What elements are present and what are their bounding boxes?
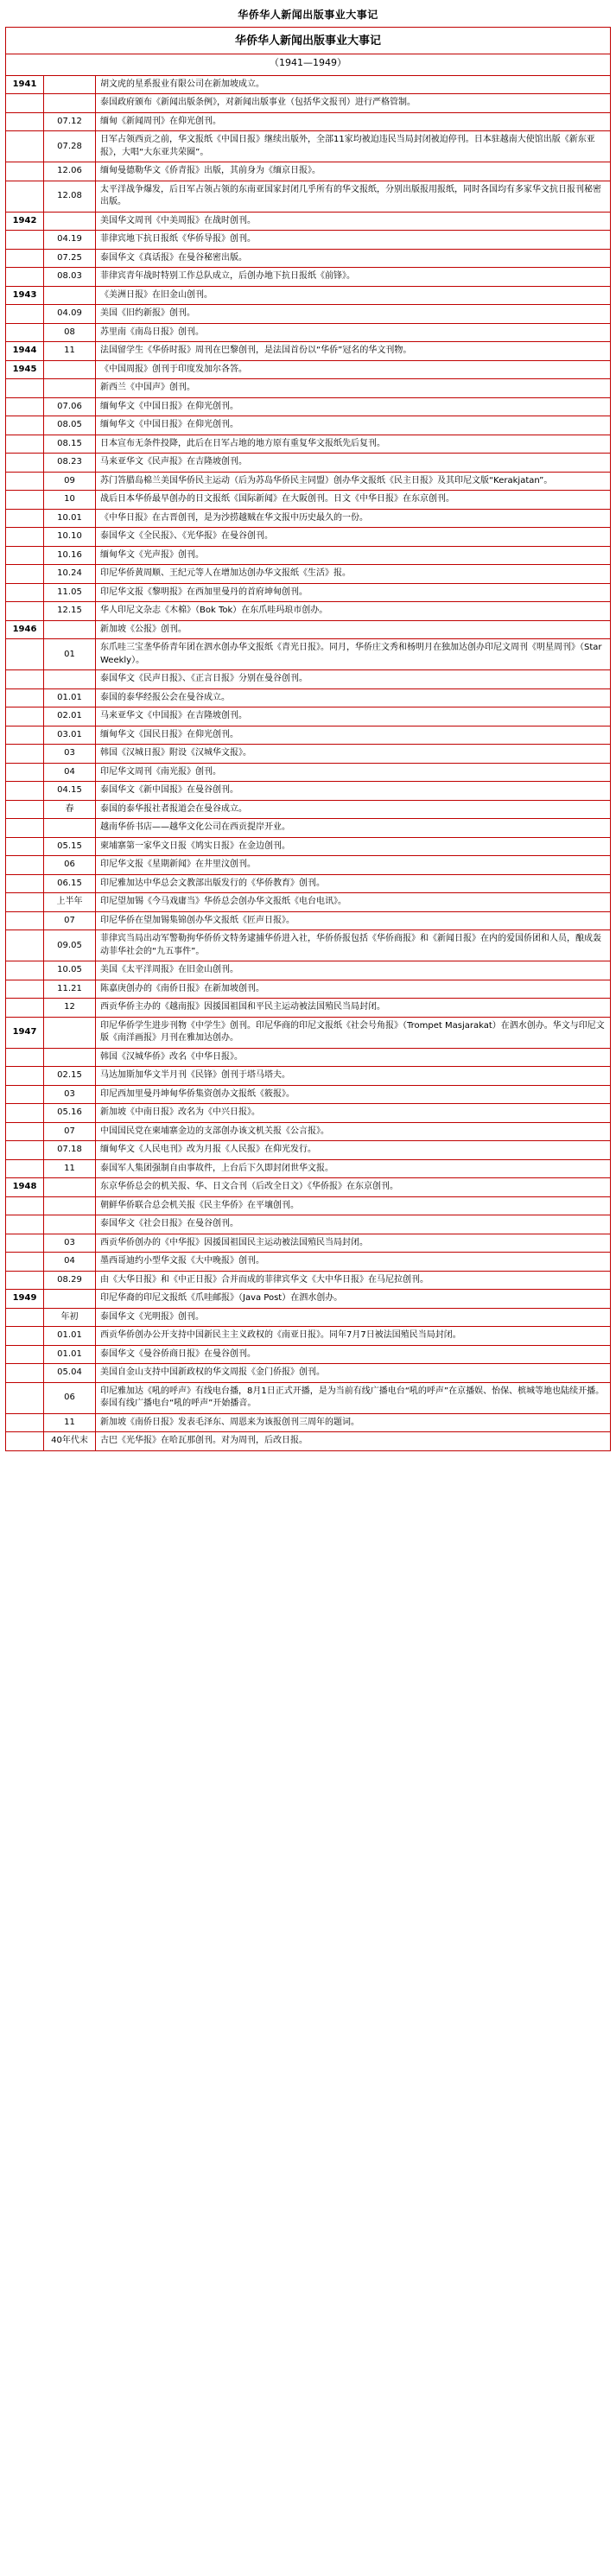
table-row (6, 583, 611, 602)
table-row (6, 112, 611, 131)
cell-event: 胡文虎的星系报业有限公司在新加坡成立。 (96, 75, 611, 94)
cell-year (6, 94, 44, 113)
cell-year (6, 565, 44, 584)
cell-date: 10.24 (44, 565, 96, 584)
cell-event: 新加坡《中南日报》改名为《中兴日报》。 (96, 1104, 611, 1123)
table-row (6, 435, 611, 454)
events-table (5, 27, 611, 1451)
cell-year (6, 707, 44, 726)
cell-date (44, 1290, 96, 1309)
cell-date: 09.05 (44, 930, 96, 961)
cell-year (6, 1327, 44, 1346)
cell-date: 上半年 (44, 893, 96, 912)
table-row (6, 856, 611, 875)
cell-event: 《中华日报》在古晋创刊，是为沙捞越贼在华文报中历史最久的一份。 (96, 509, 611, 528)
table-row (6, 565, 611, 584)
table-row (6, 782, 611, 801)
cell-event: 朝鲜华侨联合总会机关报《民主华侨》在平壤创刊。 (96, 1196, 611, 1215)
cell-year (6, 1364, 44, 1383)
table-row (6, 454, 611, 473)
cell-date: 07.06 (44, 397, 96, 416)
table-row (6, 1067, 611, 1086)
cell-event: 韩国《汉城华侨》改名《中华日报》。 (96, 1048, 611, 1067)
cell-date: 02.01 (44, 707, 96, 726)
cell-year (6, 231, 44, 250)
cell-event: 《美洲日报》在旧金山创刊。 (96, 286, 611, 305)
cell-event: 缅甸华文《中国日报》在仰光创刊。 (96, 416, 611, 435)
cell-year (6, 745, 44, 764)
cell-event: 《中国周报》创刊于印度发加尔各答。 (96, 360, 611, 379)
cell-date: 12.06 (44, 162, 96, 181)
cell-event: 柬埔寨第一家华文日报《鸠实日报》在金边创刊。 (96, 837, 611, 856)
cell-date: 07.25 (44, 249, 96, 268)
table-row (6, 670, 611, 689)
table-row (6, 837, 611, 856)
table-row (6, 620, 611, 639)
cell-year (6, 249, 44, 268)
table-container (0, 27, 616, 1460)
cell-year (6, 819, 44, 838)
cell-year (6, 472, 44, 491)
table-row (6, 1215, 611, 1234)
cell-date: 12.08 (44, 181, 96, 212)
table-row (6, 546, 611, 565)
table-row (6, 1048, 611, 1067)
cell-event: 韩国《汉城日报》附设《汉城华文报》。 (96, 745, 611, 764)
cell-event: 缅甸华文《国民日报》在仰光创刊。 (96, 726, 611, 745)
cell-year (6, 162, 44, 181)
cell-date (44, 1178, 96, 1197)
cell-year (6, 1122, 44, 1141)
cell-year (6, 602, 44, 621)
cell-year: 1944 (6, 342, 44, 361)
table-row (6, 1141, 611, 1160)
table-row (6, 268, 611, 287)
cell-event: 印尼华裔的印尼文报纸《爪哇邮报》（Java Post）在泗水创办。 (96, 1290, 611, 1309)
cell-year (6, 583, 44, 602)
cell-event: 马来亚华文《民声报》在吉隆坡创刊。 (96, 454, 611, 473)
cell-year (6, 416, 44, 435)
cell-event: 马达加斯加华文半月刊《民锋》创刊于塔马塔夫。 (96, 1067, 611, 1086)
cell-date (44, 379, 96, 398)
cell-year (6, 1196, 44, 1215)
cell-event: 越南华侨书店——越华文化公司在西贡提岸开业。 (96, 819, 611, 838)
cell-year (6, 639, 44, 670)
cell-event: 缅甸华文《人民电刊》改为月报《人民报》在仰光发行。 (96, 1141, 611, 1160)
table-row (6, 1085, 611, 1104)
table-row (6, 874, 611, 893)
cell-date: 05.15 (44, 837, 96, 856)
cell-date: 10.01 (44, 509, 96, 528)
cell-event: 东爪哇三宝垄华侨青年团在泗水创办华文报纸《青光日报》。同月，华侨庄文秀和杨明月在独加达创办印尼文周刊《明星周刊》（Star Weekly）。 (96, 639, 611, 670)
cell-event: 印尼西加里曼丹坤甸华侨集资创办文报纸《筱报》。 (96, 1085, 611, 1104)
cell-date: 08.29 (44, 1271, 96, 1290)
cell-date: 06.15 (44, 874, 96, 893)
cell-event: 陈嘉庚创办的《南侨日报》在新加坡创刊。 (96, 980, 611, 999)
cell-year (6, 305, 44, 324)
table-row (6, 286, 611, 305)
cell-date (44, 1048, 96, 1067)
cell-event: 新西兰《中国声》创刊。 (96, 379, 611, 398)
cell-date: 12.15 (44, 602, 96, 621)
cell-year (6, 379, 44, 398)
cell-year (6, 1067, 44, 1086)
cell-year: 1946 (6, 620, 44, 639)
cell-date: 01 (44, 639, 96, 670)
cell-date: 10.16 (44, 546, 96, 565)
table-row (6, 75, 611, 94)
cell-date: 11 (44, 1159, 96, 1178)
cell-date: 07.12 (44, 112, 96, 131)
table-row (6, 688, 611, 707)
cell-year (6, 837, 44, 856)
cell-year (6, 911, 44, 930)
cell-event: 印尼华侨在望加锡集锦创办华文报纸《匠声日报》。 (96, 911, 611, 930)
table-row (6, 980, 611, 999)
cell-event: 泰国华文《真话报》在曼谷秘密出版。 (96, 249, 611, 268)
cell-event: 中国国民党在柬埔寨金边的支部创办该文机关报《公言报》。 (96, 1122, 611, 1141)
table-row (6, 491, 611, 510)
cell-event: 墨西哥迪约小型华文报《大中晚报》创刊。 (96, 1253, 611, 1272)
cell-year (6, 1234, 44, 1253)
cell-date: 11.21 (44, 980, 96, 999)
cell-date: 08 (44, 323, 96, 342)
cell-year (6, 268, 44, 287)
cell-year (6, 1215, 44, 1234)
cell-event: 缅甸曼德勒华文《侨青报》出版，其前身为《缅京日报》。 (96, 162, 611, 181)
cell-year (6, 1159, 44, 1178)
cell-year (6, 763, 44, 782)
cell-date: 08.03 (44, 268, 96, 287)
cell-date (44, 286, 96, 305)
cell-date: 07 (44, 1122, 96, 1141)
cell-date: 08.15 (44, 435, 96, 454)
cell-date: 02.15 (44, 1067, 96, 1086)
table-row (6, 212, 611, 231)
cell-date (44, 1215, 96, 1234)
cell-year (6, 800, 44, 819)
cell-event: 泰国的泰华经报公会在曼谷成立。 (96, 688, 611, 707)
cell-year: 1949 (6, 1290, 44, 1309)
cell-event: 日军占领西贡之前，华文报纸《中国日报》继续出版外，全部11家均被迫违民当局封闭被迫停刊。日本驻越南大使馆出版《新东亚报》，大唱“大东亚共荣圈”。 (96, 131, 611, 162)
cell-year: 1943 (6, 286, 44, 305)
cell-date: 08.23 (44, 454, 96, 473)
cell-year: 1945 (6, 360, 44, 379)
cell-event: 西贡华侨主办的《越南报》因援国祖国和平民主运动被法国殖民当局封闭。 (96, 999, 611, 1018)
cell-event: 美国自金山支持中国新政权的华文周报《金门侨报》创刊。 (96, 1364, 611, 1383)
table-row (6, 1017, 611, 1048)
cell-event: 泰国华文《社会日报》在曼谷创刊。 (96, 1215, 611, 1234)
cell-date: 01.01 (44, 1327, 96, 1346)
cell-year (6, 1382, 44, 1413)
cell-date: 06 (44, 856, 96, 875)
cell-event: 由《大华日报》和《中正日报》合并而成的菲律宾华文《大中华日报》在马尼拉创刊。 (96, 1271, 611, 1290)
cell-year (6, 930, 44, 961)
cell-date: 09 (44, 472, 96, 491)
table-title-row (6, 28, 611, 54)
table-row (6, 911, 611, 930)
cell-event: 菲律宾地下抗日报纸《华侨导报》创刊。 (96, 231, 611, 250)
cell-event: 缅甸华文《光声报》创刊。 (96, 546, 611, 565)
table-row (6, 323, 611, 342)
table-row (6, 1234, 611, 1253)
table-row (6, 819, 611, 838)
table-row (6, 1104, 611, 1123)
cell-date (44, 1017, 96, 1048)
cell-event: 美国《太平洋周报》在旧金山创刊。 (96, 961, 611, 980)
table-row (6, 231, 611, 250)
cell-event: 印尼华侨学生进步刊物《中学生》创刊。印尼华商的印尼文报纸《社会号角报》（Trompet Masjarakat）在泗水创办。华文与印尼文版《南洋画报》月刊在雅加达创办。 (96, 1017, 611, 1048)
cell-year (6, 726, 44, 745)
cell-date: 11 (44, 342, 96, 361)
cell-date: 04 (44, 1253, 96, 1272)
cell-event: 印尼雅加达中华总会文教部出版发行的《华侨教育》创刊。 (96, 874, 611, 893)
cell-event: 美国华文周刊《中美周报》在战时创刊。 (96, 212, 611, 231)
cell-event: 苏门答腊岛棉兰美国华侨民主运动（后为苏岛华侨民主同盟）创办华文报纸《民主日报》及其印尼文版“Kerakjatan”。 (96, 472, 611, 491)
cell-date: 03 (44, 1085, 96, 1104)
cell-date: 06 (44, 1382, 96, 1413)
cell-date: 04.19 (44, 231, 96, 250)
cell-year (6, 528, 44, 547)
cell-event: 印尼华文周刊《南光报》创刊。 (96, 763, 611, 782)
table-row (6, 930, 611, 961)
cell-date: 12 (44, 999, 96, 1018)
cell-year (6, 1413, 44, 1432)
cell-date: 08.05 (44, 416, 96, 435)
cell-date: 10.10 (44, 528, 96, 547)
cell-date (44, 620, 96, 639)
cell-event: 法国留学生《华侨时报》周刊在巴黎创刊，是法国首份以“华侨”冠名的华文刊物。 (96, 342, 611, 361)
table-row (6, 1196, 611, 1215)
table-row (6, 342, 611, 361)
cell-event: 华人印尼文杂志《木棉》（Bok Tok）在东爪哇玛琅市创办。 (96, 602, 611, 621)
cell-year (6, 1085, 44, 1104)
cell-year (6, 323, 44, 342)
cell-date (44, 670, 96, 689)
table-row (6, 1253, 611, 1272)
table-row (6, 1178, 611, 1197)
cell-date: 11.05 (44, 583, 96, 602)
cell-year (6, 546, 44, 565)
table-row (6, 639, 611, 670)
cell-date (44, 1196, 96, 1215)
table-row (6, 1364, 611, 1383)
cell-year (6, 893, 44, 912)
cell-year (6, 961, 44, 980)
cell-date: 03.01 (44, 726, 96, 745)
cell-date: 10.05 (44, 961, 96, 980)
table-row (6, 379, 611, 398)
table-row (6, 961, 611, 980)
cell-event: 泰国的泰华报社者报道会在曼谷成立。 (96, 800, 611, 819)
events-table-body (6, 28, 611, 1451)
cell-date (44, 360, 96, 379)
cell-year: 1942 (6, 212, 44, 231)
cell-date: 07.18 (44, 1141, 96, 1160)
table-row (6, 528, 611, 547)
cell-date: 04 (44, 763, 96, 782)
table-row (6, 305, 611, 324)
cell-year (6, 454, 44, 473)
cell-date: 04.09 (44, 305, 96, 324)
cell-year (6, 131, 44, 162)
table-row (6, 249, 611, 268)
cell-year (6, 1432, 44, 1451)
cell-event: 印尼华侨黄周顺、王纪元等人在增加达创办华文报纸《生活》报。 (96, 565, 611, 584)
table-subtitle: （1941—1949） (6, 54, 611, 75)
cell-event: 太平洋战争爆发，后日军占领占领的东南亚国家封闭几乎所有的华文报纸，分别出版报用报纸，同时各国均有多家华文抗日报刊秘密出版。 (96, 181, 611, 212)
cell-year (6, 1253, 44, 1272)
table-row (6, 1432, 611, 1451)
table-row (6, 1382, 611, 1413)
cell-date: 03 (44, 745, 96, 764)
cell-date: 07 (44, 911, 96, 930)
cell-event: 西贡华侨创办的《中华报》因援国祖国民主运动被法国殖民当局封闭。 (96, 1234, 611, 1253)
cell-date: 03 (44, 1234, 96, 1253)
cell-year (6, 688, 44, 707)
cell-year (6, 435, 44, 454)
table-row (6, 181, 611, 212)
cell-event: 菲律宾青年战时特别工作总队成立，后创办地下抗日报纸《前锋》。 (96, 268, 611, 287)
cell-event: 战后日本华侨最早创办的日文报纸《国际新闻》在大阪创刊。日文《中华日报》在东京创刊。 (96, 491, 611, 510)
cell-event: 泰国华文《民声日报》、《正言日报》分别在曼谷创刊。 (96, 670, 611, 689)
cell-date: 40年代末 (44, 1432, 96, 1451)
cell-date: 春 (44, 800, 96, 819)
document-header-title: 华侨华人新闻出版事业大事记 (238, 9, 378, 21)
cell-date: 05.16 (44, 1104, 96, 1123)
cell-event: 新加坡《南侨日报》发表毛泽东、周恩来为该报创刊三周年的题词。 (96, 1413, 611, 1432)
cell-year: 1947 (6, 1017, 44, 1048)
cell-date: 04.15 (44, 782, 96, 801)
table-row (6, 162, 611, 181)
table-row (6, 726, 611, 745)
table-row (6, 509, 611, 528)
cell-date: 01.01 (44, 688, 96, 707)
table-row (6, 602, 611, 621)
cell-event: 缅甸《新闻周刊》在仰光创刊。 (96, 112, 611, 131)
table-row (6, 1345, 611, 1364)
cell-date (44, 75, 96, 94)
table-row (6, 763, 611, 782)
cell-event: 新加坡《公报》创刊。 (96, 620, 611, 639)
cell-event: 印尼雅加达《吼的呼声》有线电台播，8月1日正式开播，是为当前有线广播电台“吼的呼声”在京播娱、怡保、槟城等地也陆续开播。泰国有线广播电台“吼的呼声”开始播音。 (96, 1382, 611, 1413)
cell-date: 01.01 (44, 1345, 96, 1364)
cell-year (6, 509, 44, 528)
cell-date: 05.04 (44, 1364, 96, 1383)
cell-event: 苏里南《南岛日报》创刊。 (96, 323, 611, 342)
cell-year (6, 782, 44, 801)
cell-year (6, 856, 44, 875)
table-row (6, 745, 611, 764)
cell-year (6, 1308, 44, 1327)
cell-year (6, 1048, 44, 1067)
cell-event: 印尼华文报《星期新闻》在井里汶创刊。 (96, 856, 611, 875)
cell-event: 印尼华文报《黎明报》在西加里曼丹的首府坤甸创刊。 (96, 583, 611, 602)
table-row (6, 999, 611, 1018)
table-subtitle-row (6, 54, 611, 75)
cell-year (6, 181, 44, 212)
cell-year (6, 1141, 44, 1160)
cell-year (6, 1271, 44, 1290)
cell-year (6, 1345, 44, 1364)
cell-year (6, 112, 44, 131)
cell-event: 泰国政府颁布《新闻出版条例》，对新闻出版事业（包括华文报刊）进行严格管制。 (96, 94, 611, 113)
table-row (6, 1290, 611, 1309)
cell-event: 泰国华文《全民报》、《光华报》在曼谷创刊。 (96, 528, 611, 547)
cell-year (6, 999, 44, 1018)
cell-date (44, 212, 96, 231)
table-row (6, 1308, 611, 1327)
cell-year: 1948 (6, 1178, 44, 1197)
cell-event: 泰国华文《新中国报》在曼谷创刊。 (96, 782, 611, 801)
cell-date: 07.28 (44, 131, 96, 162)
table-row (6, 1159, 611, 1178)
cell-year (6, 874, 44, 893)
cell-date (44, 819, 96, 838)
cell-event: 美国《旧约新报》创刊。 (96, 305, 611, 324)
cell-year (6, 397, 44, 416)
table-row (6, 893, 611, 912)
cell-event: 东京华侨总会的机关报、华、日文合刊（后改全日文）《华侨报》在东京创刊。 (96, 1178, 611, 1197)
table-row (6, 1271, 611, 1290)
cell-event: 泰国华文《光明报》创刊。 (96, 1308, 611, 1327)
cell-event: 古巴《光华报》在哈瓦那创刊。对为周刊，后改日报。 (96, 1432, 611, 1451)
cell-event: 菲律宾当局出动军警勒拘华侨侨文特务逮捕华侨进入社，华侨侨报包括《华侨商报》和《新闻日报》在内的爱国侨团和人员，酿成轰动菲华社会的“九五事件”。 (96, 930, 611, 961)
table-row (6, 800, 611, 819)
table-row (6, 1122, 611, 1141)
cell-event: 泰国军人集团强制自由事故件，上台后下久即封闭世华文报。 (96, 1159, 611, 1178)
table-row (6, 1413, 611, 1432)
cell-year (6, 1104, 44, 1123)
table-row (6, 94, 611, 113)
table-row (6, 131, 611, 162)
cell-year: 1941 (6, 75, 44, 94)
cell-year (6, 670, 44, 689)
table-row (6, 1327, 611, 1346)
cell-event: 泰国华文《曼谷侨商日报》在曼谷创刊。 (96, 1345, 611, 1364)
cell-event: 马来亚华文《中国报》在吉隆坡创刊。 (96, 707, 611, 726)
table-row (6, 397, 611, 416)
cell-year (6, 980, 44, 999)
cell-event: 印尼望加锡《今马戏庸当》华侨总会创办华文报纸《电台电讯》。 (96, 893, 611, 912)
cell-date: 11 (44, 1413, 96, 1432)
cell-event: 日本宣布无条件投降，此后在日军占地的地方原有重复华文报纸先后复刊。 (96, 435, 611, 454)
cell-date: 10 (44, 491, 96, 510)
table-row (6, 360, 611, 379)
cell-year (6, 491, 44, 510)
cell-event: 缅甸华文《中国日报》在仰光创刊。 (96, 397, 611, 416)
table-row (6, 416, 611, 435)
table-row (6, 707, 611, 726)
cell-date (44, 94, 96, 113)
cell-event: 西贡华侨创办公开支持中国新民主主义政权的《南亚日报》。同年7月7日被法国殖民当局封闭。 (96, 1327, 611, 1346)
table-title: 华侨华人新闻出版事业大事记 (6, 28, 611, 54)
cell-date: 年初 (44, 1308, 96, 1327)
table-row (6, 472, 611, 491)
